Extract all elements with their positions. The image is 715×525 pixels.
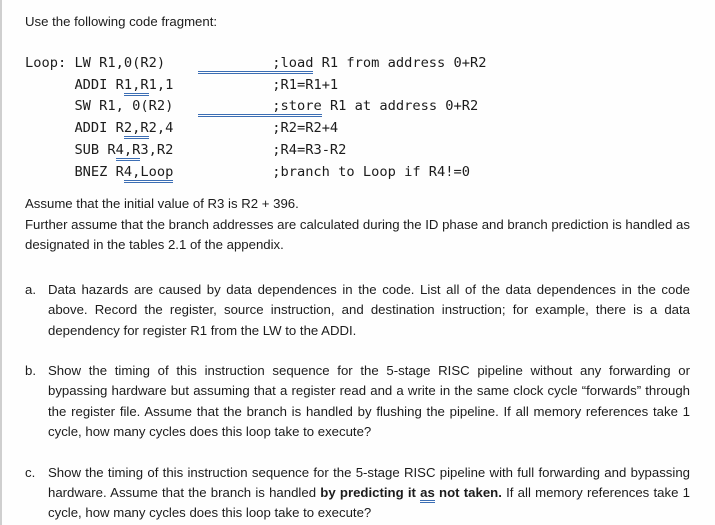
grammar-underline-segment	[198, 98, 272, 117]
assumptions-section	[25, 194, 690, 256]
code-block	[25, 53, 690, 183]
code-line	[25, 75, 690, 97]
text-segment: SW R1, 0(R2)	[25, 98, 174, 115]
assume-initial-value-paragraph: Assume that the initial value of R3 is R2 + 396.	[25, 196, 299, 212]
text-segment: ADDI R	[25, 120, 124, 137]
question-text	[48, 280, 690, 341]
code-line	[25, 96, 690, 118]
text-segment: ADDI R	[25, 76, 124, 93]
text-segment: R1 from address 0+R2	[313, 55, 487, 71]
question-label: b.	[25, 362, 36, 378]
text-segment: Show the timing of this instruction sequence for the 5-stage RISC pipeline with full forwarding and bypassing hardware. Assume that the branch is handled	[48, 464, 690, 500]
grammar-underline-segment: 4,R	[116, 142, 141, 161]
question-list	[25, 280, 690, 524]
grammar-underline-segment: ;load	[272, 55, 313, 74]
intro-paragraph: Use the following code fragment:	[25, 14, 218, 29]
code-line	[25, 140, 690, 162]
text-segment: Data hazards are caused by data dependences in the code. List all of the data dependences in the code above. Record the register, source instruction, and destination instruction; for example, there is a data dependency for register R1 from the LW to the ADDI.	[48, 281, 690, 338]
question-text	[48, 361, 690, 443]
code-line	[25, 53, 690, 75]
page-left-edge-shadow	[0, 0, 2, 525]
text-segment: Show the timing of this instruction sequence for the 5-stage RISC pipeline without any forwarding or bypassing hardware but assuming that a register read and a write in the same clock cycle “forwards” through the register file. Assume that the branch is handled by flushing the pipeline. If all memory references take 1 cycle, how many cycles does this loop take to execute?	[48, 362, 690, 440]
text-segment: If all memory references take 1 cycle, how many cycles does this loop take to execute?	[48, 484, 690, 521]
grammar-underline-segment: as	[420, 485, 435, 503]
grammar-underline-segment: 4,Loop	[124, 164, 173, 183]
text-segment	[173, 120, 272, 136]
text-segment	[165, 55, 198, 71]
grammar-underline-segment: 1,R	[124, 77, 149, 96]
grammar-underline-segment	[198, 55, 272, 74]
question-item-c	[25, 463, 690, 524]
text-segment: R1 at address 0+R2	[321, 98, 479, 115]
text-segment: 2,4	[148, 120, 174, 137]
text-segment	[173, 77, 272, 93]
question-text	[48, 463, 690, 524]
code-line	[25, 162, 690, 184]
text-segment: by predicting it	[320, 484, 421, 500]
text-segment: SUB R	[25, 141, 116, 158]
text-segment	[173, 164, 272, 180]
assume-branch-prediction-paragraph: Further assume that the branch addresses are calculated during the ID phase and branch prediction is handled as designated in the tables 2.1 of the appendix.	[25, 216, 690, 253]
text-segment: ;branch to Loop if R4!=0	[272, 163, 471, 180]
text-segment: ;R1=R1+1	[272, 76, 339, 93]
question-label: c.	[25, 464, 36, 480]
text-segment: ;R4=R3-R2	[272, 141, 347, 158]
text-segment	[173, 142, 272, 158]
grammar-underline-segment: ;store	[272, 98, 321, 117]
text-segment: BNEZ R	[25, 163, 124, 180]
question-item-b	[25, 361, 690, 443]
text-segment	[173, 98, 198, 114]
text-segment: Loop: LW R1,0(R2)	[25, 55, 166, 71]
text-segment: 1,1	[148, 76, 174, 93]
code-line	[25, 118, 690, 140]
grammar-underline-segment: 2,R	[124, 120, 149, 139]
text-segment: not taken.	[434, 484, 502, 500]
question-item-a	[25, 280, 690, 341]
question-label: a.	[25, 281, 36, 297]
text-segment: 3,R2	[140, 141, 174, 158]
text-segment: ;R2=R2+4	[272, 120, 339, 137]
